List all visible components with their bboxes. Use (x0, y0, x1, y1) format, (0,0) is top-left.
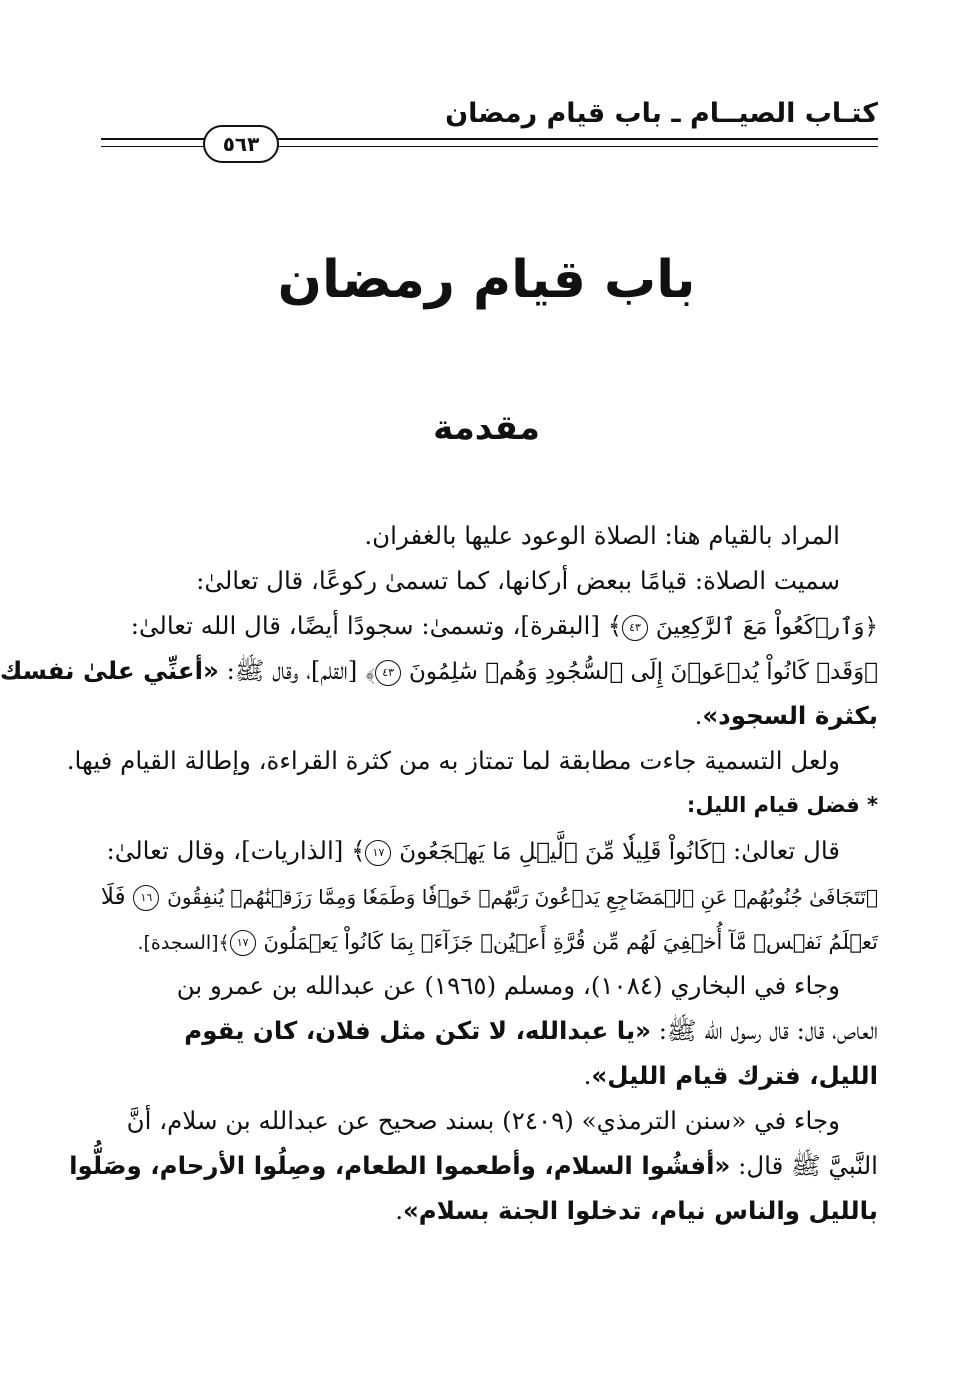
hadith-text: «يا عبدالله، لا تكن مثل فلان، كان يقوم (184, 1016, 651, 1045)
page-number: ٥٦٣ (203, 125, 279, 163)
paragraph-4-line-2: ﴿تَتَجَافَىٰ جُنُوبُهُمۡ عَنِ ٱلۡمَضَاجِعِ يَدۡعُونَ رَبَّهُمۡ خَوۡفٗا وَطَمَعٗا وَمِمَّا رَزَقۡنَٰهُمۡ يُنفِقُونَ ١٦ فَلَا (100, 884, 878, 910)
hadith-text: بالليل والناس نيام، تدخلوا الجنة بسلام» (402, 1196, 878, 1225)
header-rule-right (275, 138, 878, 147)
paragraph-6-line-3: بالليل والناس نيام، تدخلوا الجنة بسلام». (395, 1196, 878, 1225)
subheading-night-prayer: * فضل قيام الليل: (686, 793, 878, 817)
section-title: مقدمة (433, 408, 540, 448)
aya-number-mark: ٤٣ (622, 615, 648, 641)
paragraph-1: المراد بالقيام هنا: الصلاة الوعود عليها بالغفران. (364, 521, 840, 550)
paragraph-3: ولعل التسمية جاءت مطابقة لما تمتاز به من كثرة القراءة، وإطالة القيام فيها. (66, 746, 840, 775)
quran-verse: ﴿كَانُواْ قَلِيلٗا مِّنَ ٱلَّيۡلِ مَا يَهۡجَعُونَ (399, 839, 726, 865)
hadith-text: بكثرة السجود» (702, 701, 878, 730)
quran-verse: ﴿وَقَدۡ كَانُواْ يُدۡعَوۡنَ إِلَى ٱلسُّجُودِ وَهُمۡ سَٰلِمُونَ (408, 659, 878, 685)
quran-verse: تَعۡلَمُ نَفۡسٞ مَّآ أُخۡفِيَ لَهُم مِّن قُرَّةِ أَعۡيُنٖ جَزَآءَۢ بِمَا كَانُواْ يَعۡمَلُونَ (263, 930, 878, 954)
hadith-text: «أعنِّي علىٰ نفسك (0, 656, 219, 685)
quran-verse: ﴿وَٱرۡكَعُواْ مَعَ ٱلرَّٰكِعِينَ (655, 614, 878, 640)
running-header: كتـاب الصيــام ـ باب قيام رمضان (445, 98, 878, 129)
aya-number-mark: ١٦ (133, 885, 159, 911)
paragraph-2-line-3: ﴿وَقَدۡ كَانُواْ يُدۡعَوۡنَ إِلَى ٱلسُّجُودِ وَهُمۡ سَٰلِمُونَ ٤٣﴾ [القلم]، وقال ﷺ: «أعنِّي علىٰ نفسك (0, 656, 878, 685)
paragraph-2-line-4: بكثرة السجود». (694, 701, 878, 730)
chapter-title: باب قيام رمضان (277, 250, 696, 310)
aya-number-mark: ١٧ (230, 930, 256, 956)
paragraph-4-line-1: قال تعالىٰ: ﴿كَانُواْ قَلِيلٗا مِّنَ ٱلَّيۡلِ مَا يَهۡجَعُونَ ١٧﴾ [الذاريات]، وقال تعالىٰ: (106, 836, 840, 865)
hadith-text: «أفشُوا السلام، وأطعموا الطعام، وصِلُوا الأرحام، وصَلُّوا (69, 1151, 731, 1180)
hadith-text: الليل، فترك قيام الليل» (591, 1061, 878, 1090)
paragraph-5-line-1: وجاء في البخاري (١٠٨٤)، ومسلم (١٩٦٥) عن عبدالله بن عمرو بن (176, 971, 840, 1000)
header-rule-left (101, 138, 205, 147)
paragraph-2-line-2: ﴿وَٱرۡكَعُواْ مَعَ ٱلرَّٰكِعِينَ ٤٣﴾ [البقرة]، وتسمىٰ: سجودًا أيضًا، قال الله تعالىٰ: (130, 611, 878, 640)
paragraph-6-line-2: النَّبيَّ ﷺ قال: «أفشُوا السلام، وأطعموا الطعام، وصِلُوا الأرحام، وصَلُّوا (69, 1151, 878, 1180)
aya-number-mark: ١٧ (365, 840, 391, 866)
paragraph-2-line-1: سميت الصلاة: قيامًا ببعض أركانها، كما تسمىٰ ركوعًا، قال تعالىٰ: (196, 566, 840, 595)
paragraph-5-line-2: العاص، قال: قال رسول الله ﷺ: «يا عبدالله، لا تكن مثل فلان، كان يقوم (184, 1016, 878, 1045)
paragraph-6-line-1: وجاء في «سنن الترمذي» (٢٤٠٩) بسند صحيح عن عبدالله بن سلام، أنَّ (126, 1106, 840, 1135)
aya-number-mark: ٤٣ (375, 660, 401, 686)
quran-verse: ﴿تَتَجَافَىٰ جُنُوبُهُمۡ عَنِ ٱلۡمَضَاجِعِ يَدۡعُونَ رَبَّهُمۡ خَوۡفٗا وَطَمَعٗا وَمِمَّا رَزَقۡنَٰهُمۡ يُنفِقُونَ (167, 885, 878, 909)
paragraph-5-line-3: الليل، فترك قيام الليل». (583, 1061, 878, 1090)
paragraph-4-line-3: تَعۡلَمُ نَفۡسٞ مَّآ أُخۡفِيَ لَهُم مِّن قُرَّةِ أَعۡيُنٖ جَزَآءَۢ بِمَا كَانُواْ يَعۡمَلُونَ ١٧﴾[السجدة]. (137, 930, 878, 954)
body-text (0, 513, 878, 1233)
